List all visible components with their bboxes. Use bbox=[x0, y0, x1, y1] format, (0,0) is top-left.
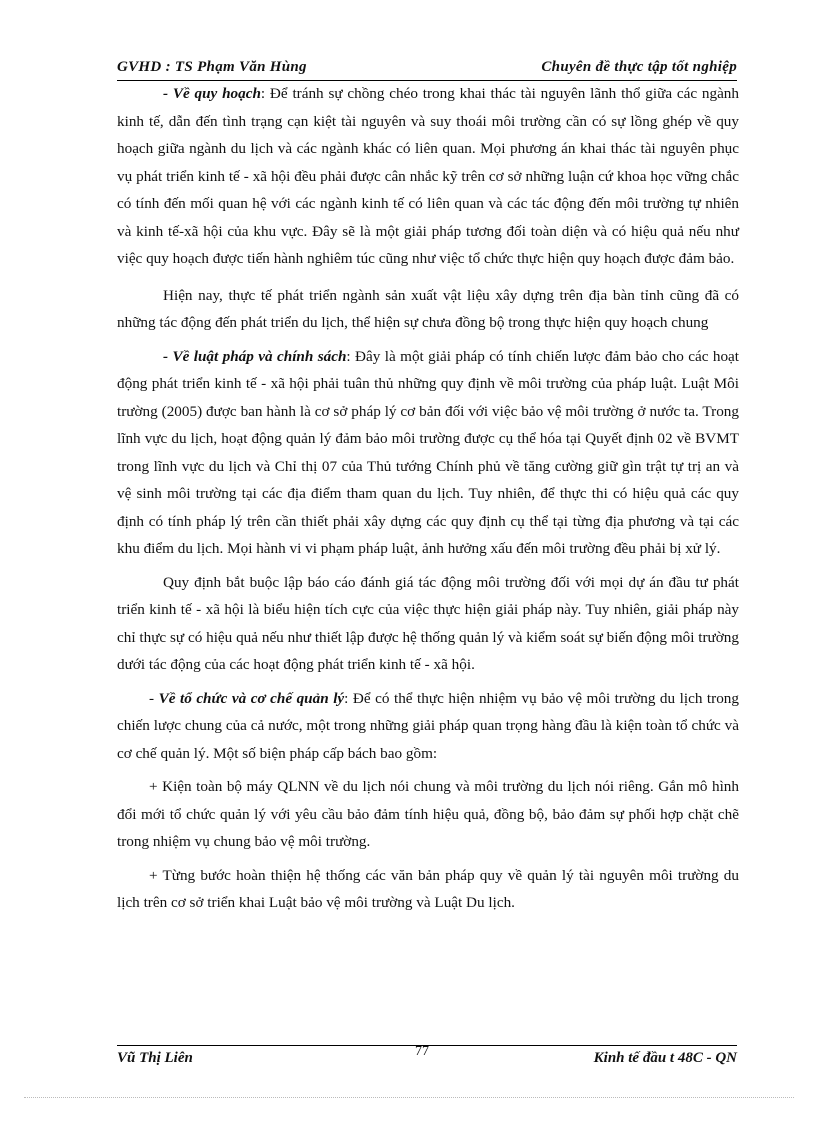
page-number: 77 bbox=[415, 1044, 429, 1059]
paragraph-organization-text: : Để có thể thực hiện nhiệm vụ bảo vệ môi trường du lịch trong chiến lược chung của cả nước, một trong những giải pháp quan trọng hàng đầu là kiện toàn tổ chức và cơ chế quản lý. Một số biện pháp cấp bách bao gồm: bbox=[117, 689, 739, 762]
paragraph-law-policy-text: : Đây là một giải pháp có tính chiến lược đảm bảo cho các hoạt động phát triển kinh tế - xã hội phải tuân thủ những quy định về môi trường của pháp luật. Luật Môi trường (2005) được ban hành là cơ sở pháp lý cơ bản đối với việc bảo vệ môi trường ở nước ta. Trong lĩnh vực du lịch, hoạt động quản lý đảm bảo môi trường được cụ thể hóa tại Quyết định 02 về BVMT trong lĩnh vực du lịch và Chỉ thị 07 của Thủ tướng Chính phủ về tăng cường giữ gìn trật tự trị an và vệ sinh môi trường tại các địa điểm tham quan du lịch. Tuy nhiên, để thực thi có hiệu quả các quy định có tính pháp lý trên cần thiết phải xây dựng các quy định cụ thể tại từng địa phương và tại các khu điểm du lịch. Mọi hành vi vi phạm pháp luật, ảnh hưởng xấu đến môi trường đều phải bị xử lý. bbox=[117, 347, 739, 557]
heading-planning: - Về quy hoạch bbox=[163, 85, 261, 102]
page-footer bbox=[117, 1045, 737, 1070]
heading-organization: Về tổ chức và cơ chế quản lý bbox=[158, 689, 345, 707]
heading-law-policy: - Về luật pháp và chính sách bbox=[163, 347, 347, 365]
list-item-legal-docs: + Từng bước hoàn thiện hệ thống các văn bản pháp quy về quản lý tài nguyên môi trường du lịch trên cơ sở triển khai Luật bảo vệ môi trường và Luật Du lịch. bbox=[117, 866, 739, 911]
paragraph-organization bbox=[117, 685, 739, 768]
header-supervisor: GVHD : TS Phạm Văn Hùng bbox=[117, 59, 307, 75]
paragraph-planning bbox=[117, 80, 739, 273]
dash: - bbox=[149, 689, 159, 707]
footer-class: Kinh tế đầu t 48C - QN bbox=[593, 1050, 737, 1066]
footer-author: Vũ Thị Liên bbox=[117, 1050, 193, 1066]
paragraph-law-policy bbox=[117, 343, 739, 563]
body-text bbox=[117, 80, 739, 917]
page-bottom-divider bbox=[24, 1097, 794, 1098]
list-item-apparatus: + Kiện toàn bộ máy QLNN về du lịch nói chung và môi trường du lịch nói riêng. Gắn mô hình đổi mới tổ chức quản lý với yêu cầu bảo đảm tính hiệu quả, đồng bộ, bảo đảm sự phối hợp chặt chẽ trong nhiệm vụ chung bảo vệ môi trường. bbox=[117, 778, 739, 850]
paragraph-eia: Quy định bắt buộc lập báo cáo đánh giá tác động môi trường đối với mọi dự án đầu tư phát triển kinh tế - xã hội là biểu hiện tích cực của việc thực hiện giải pháp này. Tuy nhiên, giải pháp này chỉ thực sự có hiệu quả nếu như thiết lập được hệ thống quản lý và kiểm soát sự biến động môi trường dưới tác động của các hoạt động phát triển kinh tế - xã hội. bbox=[117, 573, 739, 673]
page-header bbox=[117, 58, 737, 81]
paragraph-planning-text: : Để tránh sự chồng chéo trong khai thác tài nguyên lãnh thổ giữa các ngành kinh tế, dẫn đến tình trạng cạn kiệt tài nguyên và suy thoái môi trường cần có sự lồng ghép về quy hoạch giữa ngành du lịch và các ngành khác có liên quan. Mọi phương án khai thác tài nguyên phục vụ phát triển kinh tế - xã hội đều phải được cân nhắc kỹ trên cơ sở những luận cứ khoa học vững chắc có tính đến mối quan hệ với các ngành kinh tế có liên quan và các tác động đến môi trường tự nhiên và kinh tế-xã hội của khu vực. Đây sẽ là một giải pháp tương đối toàn diện và có hiệu quả nếu như việc quy hoạch được tiến hành nghiêm túc cũng như việc tổ chức thực hiện quy hoạch được đảm bảo. bbox=[117, 85, 739, 267]
header-report-title: Chuyên đề thực tập tốt nghiệp bbox=[541, 59, 737, 75]
paragraph-current-state: Hiện nay, thực tế phát triển ngành sản xuất vật liệu xây dựng trên địa bàn tỉnh cũng đã có những tác động đến phát triển du lịch, thể hiện sự chưa đồng bộ trong thực hiện quy hoạch chung bbox=[117, 286, 739, 331]
